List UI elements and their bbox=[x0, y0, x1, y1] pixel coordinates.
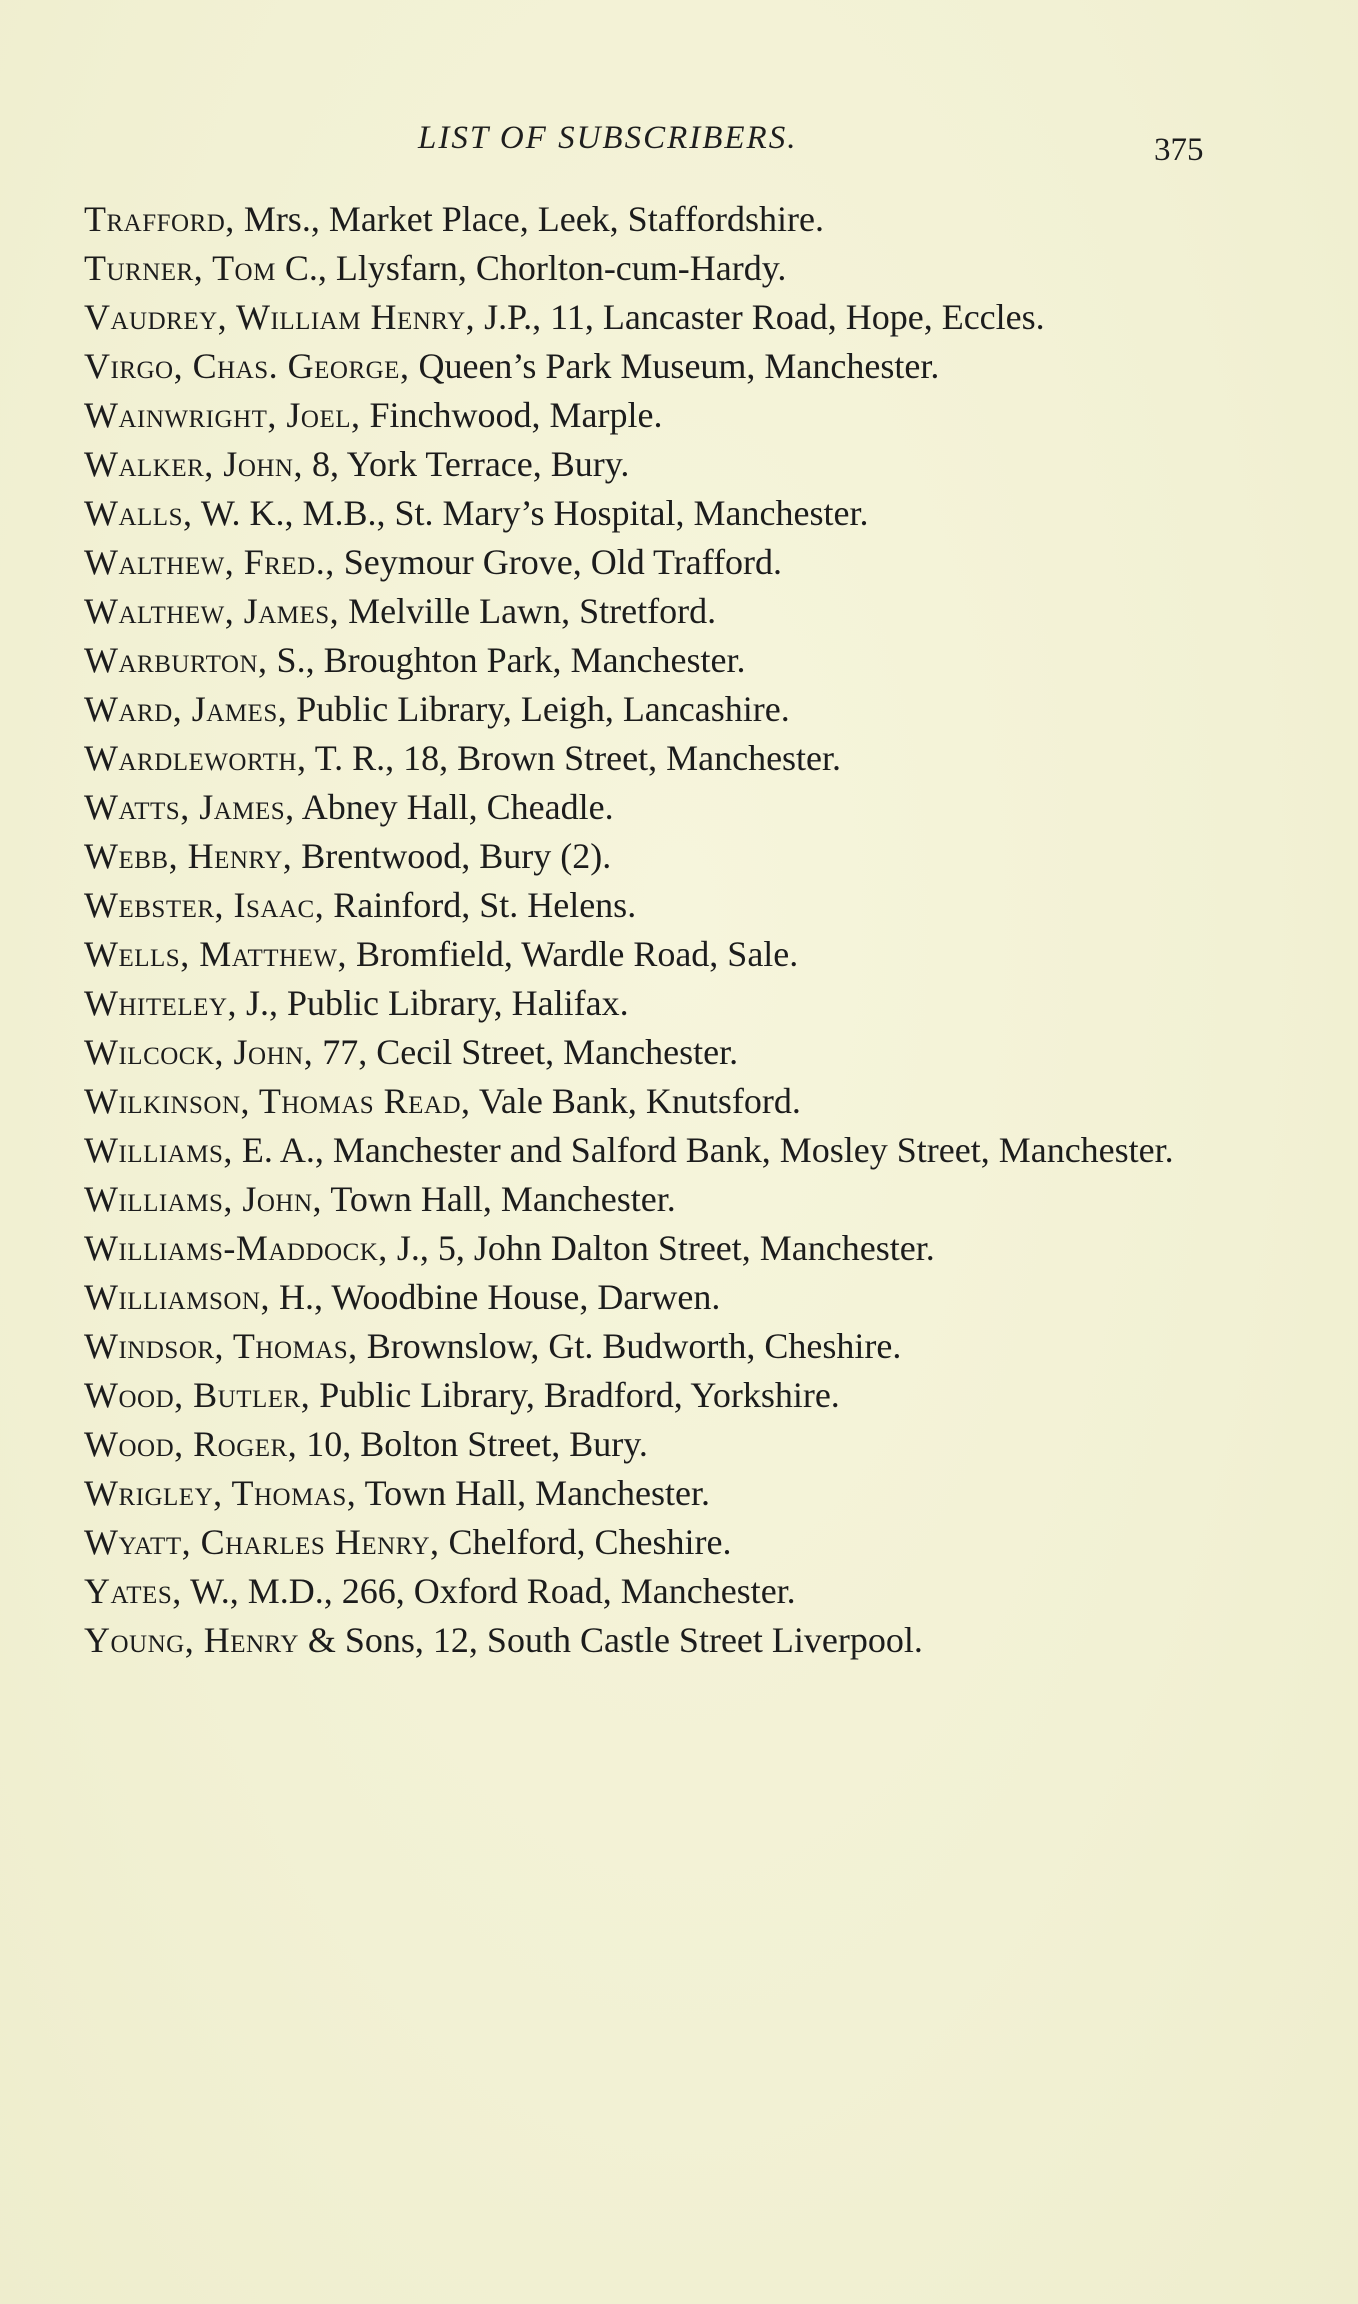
subscriber-detail: Brentwood, Bury (2). bbox=[292, 836, 612, 876]
subscriber-name: Williams, John, bbox=[84, 1179, 323, 1219]
subscriber-detail: 8, York Terrace, Bury. bbox=[302, 444, 630, 484]
subscriber-detail: J., 5, John Dalton Street, Manchester. bbox=[387, 1228, 935, 1268]
subscriber-entry bbox=[84, 979, 1204, 1028]
subscriber-name: Wood, Butler, bbox=[84, 1375, 311, 1415]
subscriber-name: Webster, Isaac, bbox=[84, 885, 325, 925]
subscriber-name: Trafford, bbox=[84, 199, 235, 239]
subscriber-name: Wardleworth, bbox=[84, 738, 307, 778]
subscriber-detail: Chelford, Cheshire. bbox=[439, 1522, 732, 1562]
subscriber-entry bbox=[84, 832, 1204, 881]
subscriber-detail: Brownslow, Gt. Budworth, Cheshire. bbox=[357, 1326, 902, 1366]
subscriber-entry bbox=[84, 1371, 1204, 1420]
running-title: LIST OF SUBSCRIBERS. bbox=[418, 120, 798, 156]
subscriber-entry bbox=[84, 1273, 1204, 1322]
subscriber-entry bbox=[84, 636, 1204, 685]
subscriber-entry bbox=[84, 685, 1204, 734]
subscriber-name: Wainwright, Joel, bbox=[84, 395, 361, 435]
subscriber-name: Yates, bbox=[84, 1571, 182, 1611]
subscriber-entry bbox=[84, 440, 1204, 489]
subscriber-detail: Public Library, Bradford, Yorkshire. bbox=[310, 1375, 840, 1415]
subscriber-entry bbox=[84, 587, 1204, 636]
subscriber-entry bbox=[84, 1567, 1204, 1616]
subscriber-name: Watts, James, bbox=[84, 787, 295, 827]
subscriber-entry bbox=[84, 1224, 1204, 1273]
subscriber-detail: 10, Bolton Street, Bury. bbox=[297, 1424, 648, 1464]
subscriber-detail: Public Library, Leigh, Lancashire. bbox=[287, 689, 790, 729]
subscriber-entry bbox=[84, 930, 1204, 979]
subscriber-detail: Town Hall, Manchester. bbox=[322, 1179, 676, 1219]
subscriber-entry bbox=[84, 734, 1204, 783]
subscriber-detail: T. R., 18, Brown Street, Manchester. bbox=[306, 738, 842, 778]
subscriber-name: Walthew, Fred., bbox=[84, 542, 335, 582]
subscriber-detail: W. K., M.B., St. Mary’s Hospital, Manchester. bbox=[192, 493, 869, 533]
subscriber-entry bbox=[84, 1322, 1204, 1371]
subscriber-detail: Melville Lawn, Stretford. bbox=[339, 591, 717, 631]
subscriber-detail: & Sons, 12, South Castle Street Liverpool. bbox=[298, 1620, 923, 1660]
subscriber-name: Williamson, bbox=[84, 1277, 270, 1317]
subscriber-name: Whiteley, bbox=[84, 983, 237, 1023]
subscriber-detail: Seymour Grove, Old Trafford. bbox=[334, 542, 783, 582]
subscriber-detail: Town Hall, Manchester. bbox=[356, 1473, 711, 1513]
subscriber-entry bbox=[84, 1175, 1204, 1224]
subscriber-detail: J., Public Library, Halifax. bbox=[237, 983, 629, 1023]
subscriber-detail: H., Woodbine House, Darwen. bbox=[269, 1277, 721, 1317]
subscriber-name: Virgo, Chas. George, bbox=[84, 346, 410, 386]
subscriber-entry bbox=[84, 1420, 1204, 1469]
subscriber-entry bbox=[84, 881, 1204, 930]
subscriber-name: Wells, Matthew, bbox=[84, 934, 347, 974]
subscriber-detail: Vale Bank, Knutsford. bbox=[470, 1081, 801, 1121]
subscriber-name: Wrigley, Thomas, bbox=[84, 1473, 357, 1513]
subscriber-entry bbox=[84, 489, 1204, 538]
subscriber-entry bbox=[84, 293, 1204, 342]
subscriber-name: Wyatt, Charles Henry, bbox=[84, 1522, 440, 1562]
subscriber-detail: Mrs., Market Place, Leek, Staffordshire. bbox=[234, 199, 824, 239]
subscriber-entry bbox=[84, 783, 1204, 832]
subscriber-name: Warburton, bbox=[84, 640, 268, 680]
subscriber-entry bbox=[84, 1028, 1204, 1077]
subscriber-entry bbox=[84, 538, 1204, 587]
subscriber-entry bbox=[84, 1077, 1204, 1126]
subscriber-entry bbox=[84, 244, 1204, 293]
subscriber-entry bbox=[84, 1616, 1204, 1665]
subscriber-detail: Queen’s Park Museum, Manchester. bbox=[409, 346, 940, 386]
subscriber-name: Wilkinson, Thomas Read, bbox=[84, 1081, 471, 1121]
subscriber-name: Windsor, Thomas, bbox=[84, 1326, 358, 1366]
subscriber-detail: Rainford, St. Helens. bbox=[324, 885, 637, 925]
subscriber-detail: 77, Cecil Street, Manchester. bbox=[313, 1032, 739, 1072]
subscriber-detail: E. A., Manchester and Salford Bank, Mosley Street, Manchester. bbox=[232, 1130, 1174, 1170]
subscriber-name: Walls, bbox=[84, 493, 193, 533]
subscriber-name: Walker, John, bbox=[84, 444, 303, 484]
subscriber-detail: W., M.D., 266, Oxford Road, Manchester. bbox=[181, 1571, 796, 1611]
subscriber-entry bbox=[84, 195, 1204, 244]
subscriber-detail: Bromfield, Wardle Road, Sale. bbox=[346, 934, 799, 974]
subscriber-name: Wood, Roger, bbox=[84, 1424, 298, 1464]
subscriber-name: Williams, bbox=[84, 1130, 233, 1170]
subscriber-detail: Abney Hall, Cheadle. bbox=[294, 787, 614, 827]
subscriber-list bbox=[84, 195, 1204, 1665]
subscriber-detail: C., Llysfarn, Chorlton-cum-Hardy. bbox=[275, 248, 787, 288]
page-number: 375 bbox=[1154, 132, 1204, 168]
subscriber-name: Young, Henry bbox=[84, 1620, 299, 1660]
subscriber-detail: J.P., 11, Lancaster Road, Hope, Eccles. bbox=[475, 297, 1045, 337]
subscriber-name: Webb, Henry, bbox=[84, 836, 293, 876]
subscriber-detail: S., Broughton Park, Manchester. bbox=[267, 640, 746, 680]
subscriber-name: Williams-Maddock, bbox=[84, 1228, 388, 1268]
subscriber-name: Walthew, James, bbox=[84, 591, 340, 631]
subscriber-entry bbox=[84, 391, 1204, 440]
subscriber-entry bbox=[84, 1126, 1204, 1175]
subscriber-entry bbox=[84, 1518, 1204, 1567]
subscriber-name: Wilcock, John, bbox=[84, 1032, 314, 1072]
subscriber-detail: Finchwood, Marple. bbox=[360, 395, 663, 435]
subscriber-entry bbox=[84, 1469, 1204, 1518]
subscriber-name: Ward, James, bbox=[84, 689, 288, 729]
subscriber-name: Turner, Tom bbox=[84, 248, 276, 288]
subscriber-name: Vaudrey, William Henry, bbox=[84, 297, 476, 337]
subscriber-entry bbox=[84, 342, 1204, 391]
